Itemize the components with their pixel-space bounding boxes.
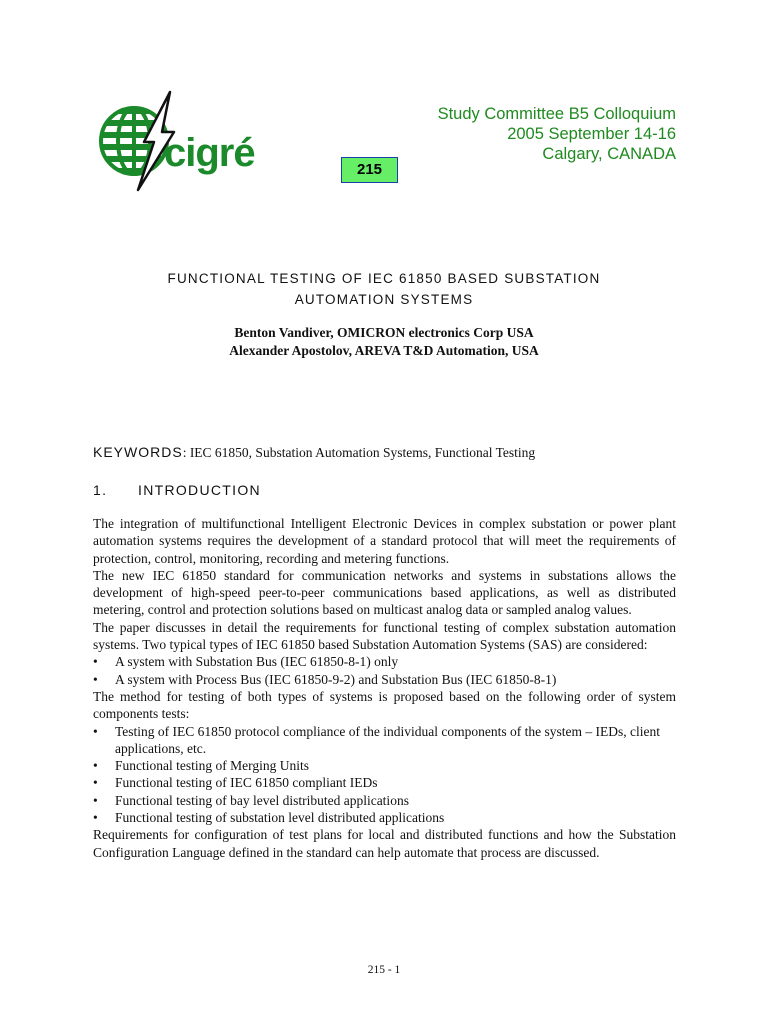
body-text	[93, 515, 676, 861]
paragraph: The paper discusses in detail the requirements for functional testing of complex substation automation systems. Two typical types of IEC 61850 based Substation Automation Systems (SAS) are considered:	[93, 619, 676, 653]
colloquium-location: Calgary, CANADA	[542, 145, 676, 163]
keywords-text: : IEC 61850, Substation Automation Systems, Functional Testing	[182, 445, 536, 460]
paper-title	[100, 268, 668, 310]
keywords-label: KEYWORDS	[93, 444, 183, 460]
section-heading	[93, 482, 261, 498]
paper-number-badge: 215	[341, 157, 398, 183]
logo-wordmark: cigré	[164, 131, 255, 175]
paragraph: The integration of multifunctional Intelligent Electronic Devices in complex substation or power plant automation systems requires the development of a standard protocol that will meet the requirements of protection, control, monitoring, recording and metering functions.	[93, 516, 676, 566]
list-item: • Testing of IEC 61850 protocol compliance of the individual components of the system – IEDs, client applications, etc.	[93, 723, 676, 758]
author-1: Benton Vandiver, OMICRON electronics Corp USA	[234, 325, 534, 340]
list-item: • Functional testing of IEC 61850 compliant IEDs	[93, 774, 676, 791]
sas-types-list	[93, 653, 676, 688]
title-line-1: FUNCTIONAL TESTING OF IEC 61850 BASED SUBSTATION	[167, 271, 601, 286]
committee-name: Study Committee B5 Colloquium	[437, 105, 676, 123]
list-item: • Functional testing of Merging Units	[93, 757, 676, 774]
list-item: • Functional testing of substation level distributed applications	[93, 809, 676, 826]
paragraph: The method for testing of both types of systems is proposed based on the following order of system components tests:	[93, 688, 676, 722]
title-line-2: AUTOMATION SYSTEMS	[294, 292, 474, 307]
colloquium-date: 2005 September 14-16	[507, 125, 676, 143]
test-order-list	[93, 723, 676, 827]
list-item: • A system with Process Bus (IEC 61850-9-2) and Substation Bus (IEC 61850-8-1)	[93, 671, 676, 688]
paragraph: The new IEC 61850 standard for communication networks and systems in substations allows the development of high-speed peer-to-peer communications based applications, as well as distributed metering, control and protection solutions based on multicast analog data or sampled analog values.	[93, 567, 676, 618]
paragraph: Requirements for configuration of test plans for local and distributed functions and how the Substation Configuration Language defined in the standard can help automate that process are discussed.	[93, 827, 676, 860]
list-item: • Functional testing of bay level distributed applications	[93, 792, 676, 809]
cigre-logo	[94, 86, 270, 198]
section-title: INTRODUCTION	[138, 482, 261, 498]
page-number: 215 - 1	[367, 964, 401, 976]
list-item: • A system with Substation Bus (IEC 61850-8-1) only	[93, 653, 676, 670]
section-number: 1.	[93, 482, 108, 498]
committee-header	[438, 104, 676, 164]
author-2: Alexander Apostolov, AREVA T&D Automation, USA	[229, 343, 539, 358]
authors	[100, 324, 668, 360]
keywords	[93, 444, 535, 461]
